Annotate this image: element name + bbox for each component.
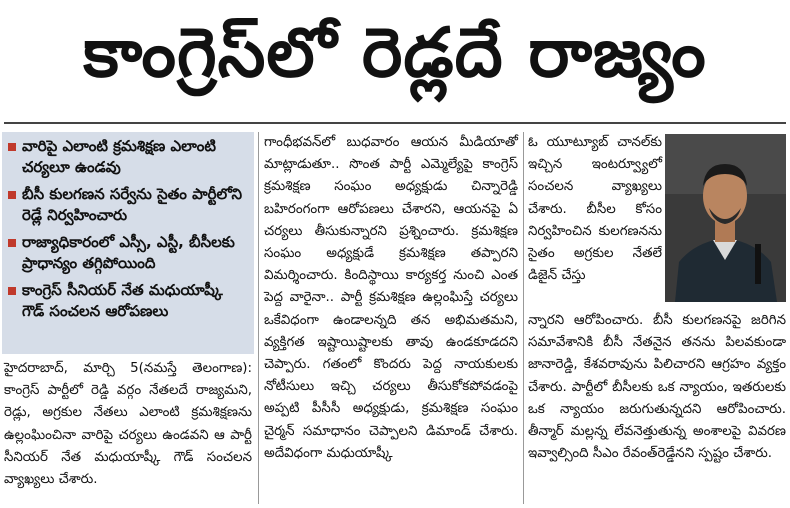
highlight-item (8, 184, 250, 226)
highlight-text: కాంగ్రెస్‌ సీనియర్‌ నేత మధుయాష్కీ గౌడ్‌ సంచలన ఆరోపణలు (22, 281, 223, 320)
headline-rule (4, 122, 786, 124)
column-divider (523, 132, 524, 504)
square-bullet-icon (8, 239, 16, 247)
highlight-text: రాజ్యాధికారంలో ఎస్సీ, ఎస్టీ, బీసీలకు ప్రాధాన్యం తగ్గిపోయింది (22, 233, 235, 272)
square-bullet-icon (8, 143, 16, 151)
article-paragraph: ఓ యూట్యూబ్‌ చానల్‌కు ఇచ్చిన ఇంటర్వ్యూలో సంచలన వ్యాఖ్యలు చేశారు. బీసీల కోసం నిర్వహించిన కులగణనను సైతం అగ్రకుల నేతలే డిజైన్‌ చేస్తు (528, 135, 662, 284)
headline: కాంగ్రెస్‌లో రెడ్లదే రాజ్యం (83, 13, 707, 93)
highlights-box (2, 132, 254, 354)
highlight-item (8, 232, 250, 274)
highlight-text: వారిపై ఎలాంటి క్రమశిక్షణ ఎలాంటి చర్యలూ ఉండవు (22, 137, 216, 176)
square-bullet-icon (8, 191, 16, 199)
column-divider (258, 132, 259, 504)
highlight-item (8, 280, 250, 322)
article-paragraph: గాంధీభవన్‌లో బుధవారం ఆయన మీడియాతో మాట్లాడుతూ.. సొంత పార్టీ ఎమ్మెల్యేపై కాంగ్రెస్‌ క్రమశిక్షణ సంఘం అధ్యక్షుడు చిన్నారెడ్డి బహిరంగంగా ఆరోపణలు చేశారని, ఆయనపై ఏ చర్యలు తీసుకున్నారని ప్రశ్నించారు. క్రమశిక్షణ సంఘం అధ్యక్షుడే క్రమశిక్షణ తప్పారని విమర్శించారు. కిందిస్థాయి కార్యకర్త నుంచి ఎంత పెద్ద వారైనా.. పార్టీ క్రమశిక్షణ ఉల్లంఘిస్తే చర్యలు ఒకేవిధంగా ఉండాలన్నది తన అభిమతమని, వ్యక్తిగత ఇష్టాయిష్టాలకు తావు ఉండకూడదని చెప్పారు. గతంలో కొందరు పెద్ద నాయకులకు నోటీసులు ఇచ్చి చర్యలు తీసుకోకపోవడంపై అప్పటి పీసీసీ అధ్యక్షుడు, క్రమశిక్షణ సంఘం చైర్మన్‌ సమాధానం చెప్పాలని డిమాండ్‌ చేశారు. అదేవిధంగా మధుయాష్కీ (264, 135, 518, 461)
highlight-item (8, 136, 250, 178)
article-paragraph: న్నారని ఆరోపించారు. బీసీ కులగణనపై జరిగిన సమావేశానికి బీసీ నేతనైన తనను పిలవకుండా జానారెడ్డి, కేశవరావును పిలిచారని ఆగ్రహం వ్యక్తం చేశారు. పార్టీలో బీసీలకు ఒక న్యాయం, ఇతరులకు ఒక న్యాయం జరుగుతున్నదని ఆరోపించారు. తీన్మార్‌ మల్లన్న లేవనెత్తుతున్న అంశాలపై వివరణ ఇవ్వాల్సింది సీఎం రేవంత్‌రెడ్డేనని స్పష్టం చేశారు. (528, 313, 786, 462)
highlight-text: బీసీ కులగణన సర్వేను సైతం పార్టీలోని రెడ్లే నిర్వహించారు (22, 185, 243, 224)
article-column-1 (4, 358, 252, 491)
square-bullet-icon (8, 287, 16, 295)
article-paragraph: హైదరాబాద్‌, మార్చి 5(నమస్తే తెలంగాణ): కాంగ్రెస్‌ పార్టీలో రెడ్డి వర్గం నేతలదే రాజ్యమని, రెడ్లు, అగ్రకుల నేతలు ఎలాంటి క్రమశిక్షణను ఉల్లంఘించినా వారిపై చర్యలు ఉండవని ఆ పార్టీ సీనియర్‌ నేత మధుయాష్కీ గౌడ్‌ సంచలన వ్యాఖ్యలు చేశారు. (4, 361, 252, 488)
portrait-image (665, 134, 786, 302)
article-column-3-top (528, 132, 662, 287)
article-column-2 (264, 132, 518, 465)
article-column-3-bottom (528, 310, 786, 465)
person-photo (665, 134, 786, 302)
